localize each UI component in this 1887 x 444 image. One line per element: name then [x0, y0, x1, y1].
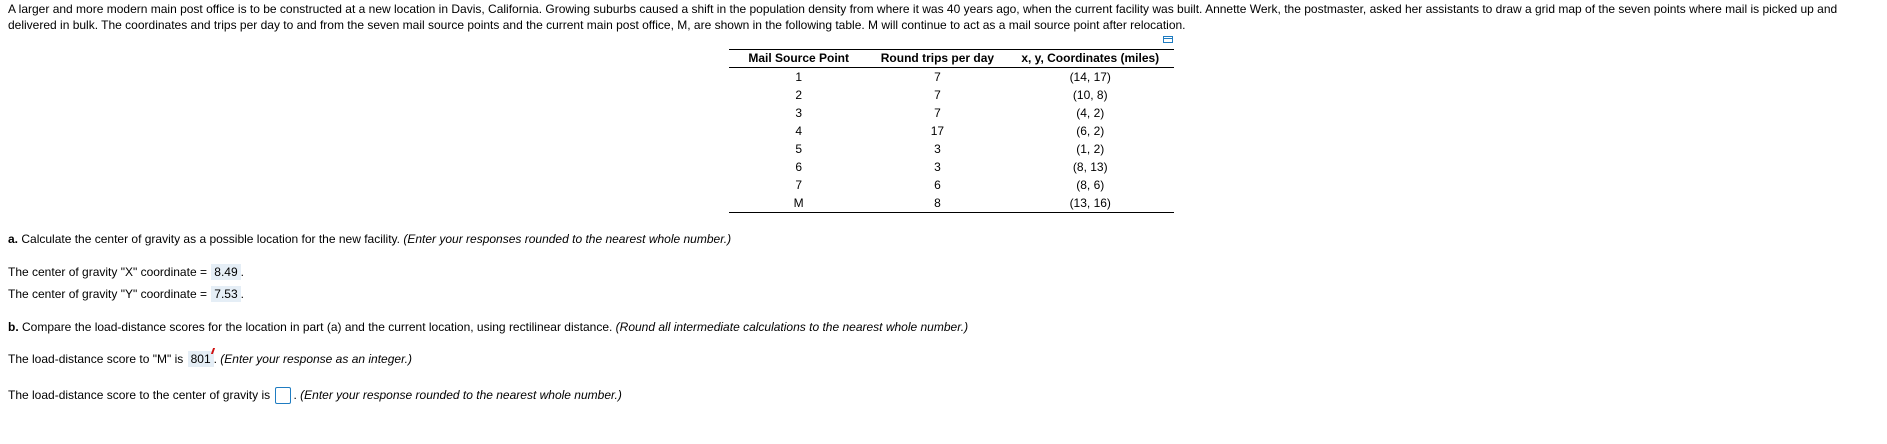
m-score-period: . [213, 352, 221, 366]
cell-coords: (1, 2) [1076, 142, 1105, 156]
table-row [729, 158, 1174, 176]
cell-coords: (13, 16) [1007, 194, 1175, 213]
part-b-cg-line [8, 387, 622, 404]
cell-point: 2 [795, 88, 803, 102]
cell-coords: (10, 8) [1072, 88, 1108, 102]
cell-coords: (6, 2) [1076, 124, 1105, 138]
cell-coords: (4, 2) [1076, 106, 1105, 120]
cell-trips: 3 [934, 142, 941, 156]
problem-intro: A larger and more modern main post office is to be constructed at a new location in Davis, California. Growing suburbs caused a shift in the population density from where it was 40 years ago, when the current facility was built. Annette Werk, the postmaster, asked her assistants to draw a grid map of the seven points where mail is picked up and delivered in bulk. The coordinates and trips per day to and from the seven mail source points and the current main post office, M, are shown in the following table. M will continue to act as a mail source point after relocation. [8, 2, 1838, 32]
table-row [729, 68, 1174, 87]
part-b-instruction: (Round all intermediate calculations to the nearest whole number.) [615, 320, 969, 334]
problem-page [8, 2, 1878, 33]
cell-trips: 7 [934, 106, 941, 120]
cell-trips: 8 [868, 194, 1006, 213]
part-a-x-line [8, 264, 244, 280]
table-row [729, 104, 1174, 122]
cell-point: 1 [795, 70, 803, 84]
y-coordinate-period: . [240, 287, 244, 301]
x-coordinate-label: The center of gravity "X" coordinate = [8, 265, 211, 279]
header-round-trips: Round trips per day [868, 50, 1006, 68]
cell-coords: (8, 6) [1076, 178, 1105, 192]
table-row [729, 140, 1174, 158]
cell-trips: 7 [934, 70, 941, 84]
m-score-answer[interactable] [188, 351, 214, 367]
cell-point: 3 [795, 106, 803, 120]
cell-coords: (8, 13) [1072, 160, 1108, 174]
part-a-question-text: Calculate the center of gravity as a possible location for the new facility. [18, 232, 400, 246]
cg-score-label: The load-distance score to the center of gravity is [8, 388, 274, 402]
cell-point: 6 [795, 160, 803, 174]
cell-point: M [729, 194, 868, 213]
part-a-label: a. [8, 232, 19, 246]
cell-trips: 3 [934, 160, 941, 174]
table-row [729, 86, 1174, 104]
cell-trips: 7 [934, 88, 941, 102]
cell-point: 5 [795, 142, 803, 156]
x-coordinate-period: . [240, 265, 244, 279]
cell-coords: (14, 17) [1069, 70, 1111, 84]
m-score-value: 801 [190, 352, 211, 366]
cell-trips: 6 [934, 178, 941, 192]
header-coordinates: x, y, Coordinates (miles) [1007, 50, 1175, 68]
part-b-question-text: Compare the load-distance scores for the location in part (a) and the current location, using rectilinear distance. [18, 320, 613, 334]
cg-score-period: . [293, 388, 301, 402]
part-b-label: b. [8, 320, 19, 334]
cell-trips: 17 [930, 124, 945, 138]
table-row [729, 176, 1174, 194]
cell-point: 7 [795, 178, 803, 192]
mail-source-table [729, 49, 1174, 213]
part-b-question [8, 319, 968, 335]
part-a-question [8, 231, 731, 247]
table-row [729, 122, 1174, 140]
table-header-row [729, 50, 1174, 68]
table-row [729, 194, 1174, 213]
cg-score-instruction: (Enter your response rounded to the nearest whole number.) [300, 388, 622, 402]
part-b-m-line [8, 351, 412, 367]
m-score-label: The load-distance score to "M" is [8, 352, 187, 366]
header-mail-source-point: Mail Source Point [729, 50, 868, 68]
part-a-y-line [8, 286, 244, 302]
x-coordinate-answer[interactable]: 8.49 [211, 264, 240, 280]
cg-score-input[interactable] [275, 387, 291, 404]
expand-table-icon[interactable] [1163, 36, 1173, 44]
part-a-instruction: (Enter your responses rounded to the nearest whole number.) [403, 232, 732, 246]
m-score-instruction: (Enter your response as an integer.) [220, 352, 412, 366]
cell-point: 4 [795, 124, 803, 138]
y-coordinate-answer[interactable]: 7.53 [211, 286, 240, 302]
y-coordinate-label: The center of gravity "Y" coordinate = [8, 287, 211, 301]
